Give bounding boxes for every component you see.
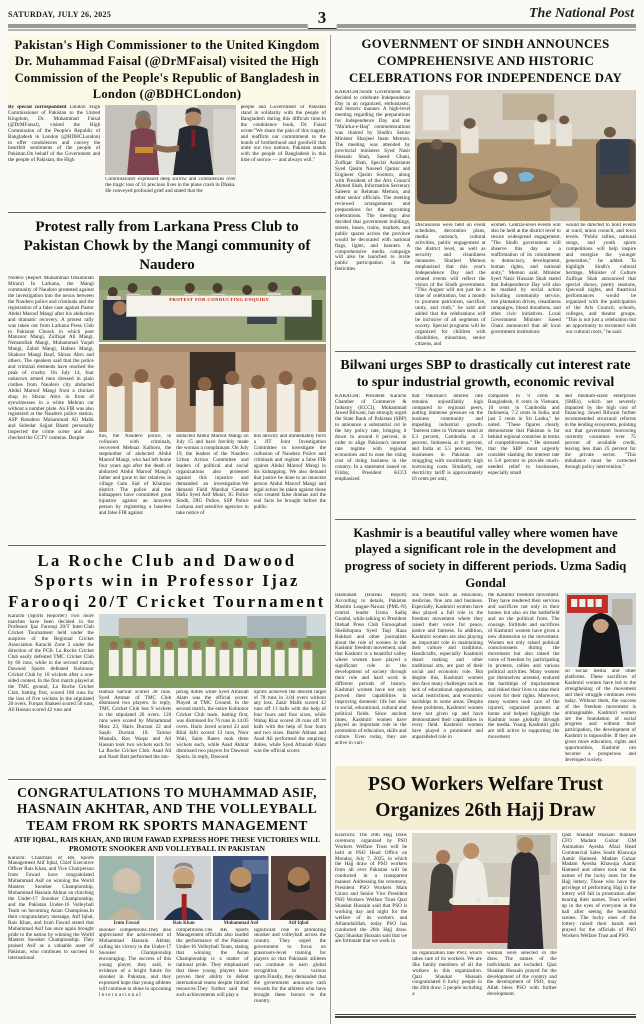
- protest-crowd-photo: [99, 344, 326, 432]
- congrats-col4: significant role in promoting snooker and volleyball across the country. They urged the government to focus on grassroots-level training for players so that Pakistani athletes can continue to earn global recognition in various sports.Finally, they demanded that the government announce cash rewards for the athletes who have brought these honors to the country.: [253, 927, 326, 1004]
- uk-visit-col3: people and Government of Pakistan stand in solidarity with the people of Bangladesh during this difficult time.In the condolence book, Dr. Faisal wrote:"We share the pain of this tragedy and reaffirm our commitment to the bonds of brotherhood and goodwill that unite our two nations. Pakistan stands with the people of Bangladesh in this time of sorrow — and always will.": [240, 105, 326, 164]
- uk-visit-middle: [105, 105, 235, 209]
- article-protest: [8, 216, 326, 542]
- article-congrats: [8, 783, 326, 1024]
- protest-middle: [99, 276, 326, 542]
- right-column-group: [335, 35, 636, 1024]
- kashmir-col4-wrap: [565, 593, 637, 763]
- congrats-headline: CONGRATULATIONS TO MUHAMMAD ASIF, HASNAIN AKHTAR, AND THE VOLLEYBALL TEAM FROM RK SPORTS MANAGEMENT: [16, 784, 318, 833]
- congrats-portraits: [99, 856, 326, 926]
- cricket-col3: piring duties while Syed Afrasiab Alam was the official scorer. Played at TMC Ground. In the second match, the entire Kohinoor Cricket Club team, batting first, was dismissed for 76 runs in 14.05 overs. Haris Javed scored 23 and Bilal Jafri scored 13 runs, Noor Wali, Saim Raees took three wickets each, while Asad Akhtar dismissed two players for Dawood Sports. In reply, Dawood: [176, 689, 249, 760]
- protest-rally-photo: [99, 276, 326, 342]
- cricket-headline: La Roche Club and Dawood Sports win in Professor Ijaz Farooqi 20/T Cricket Tournament: [8, 551, 326, 611]
- sindh-col3: women. Central-level events will also be held at the district level to ensure widespread engagement. "The Sindh government will observe this day as a reaffirmation of its commitment to democracy, development, human rights, and national unity," Memon said. Minister Syed Nasir Hussain Shah stated that Independence Day will also be marked by social action including community service, tree plantation drives, cleanliness campaigns, blood donations, and other civic initiatives. Local Government Minister Saeed Ghani announced that all local government institutions: [490, 223, 561, 335]
- bilwani-col3: compared to 9 cents in Bangladesh, 8 cents in Vietnam, 10 cents in Cambodia and Indonesia, 7.2 cents in India, and just 5 cents in Sri Lanka," he noted. "These figures clearly demonstrate that Pakistan is far behind regional countries in terms of competitiveness." He stressed that the SBP must urgently consider slashing the interest rate to 5-6 percent to provide much-needed relief to businesses, especially small: [488, 393, 560, 476]
- hajj-col1: Krachchi: The 26th Hajj Draw ceremony organized by PSO Workers Welfare Trust will be held at PSO Head Office on Monday, July 7, 2025, in which the Hajj draw of PSO workers from all over Pakistan will be conducted in a transparent manner. Addressing the ceremony, President PSO Workers Main Union and Senior Vice President PSO Workers Welfare Trust Qazi Shaukat Hussain said that PSO is working day and night for the welfare of its workers and Alhamdulillah, today PSO has conducted the 26th Hajj draw. Qazi Shaukat Hussain said that we are fortunate that we work in: [335, 832, 408, 945]
- hajj-ceremony-photo: [412, 833, 556, 949]
- issue-date: SATURDAY, JULY 26, 2025: [8, 10, 112, 19]
- congrats-col1: Karachi: Chairman of RK Sports Management Atif Iqbal, Chief Executive Officer Rais Khan, and Vice Chairperson Irum Fawad have congratulated Muhammad Asif on winning the World Masters Snooker Championship, Muhammad Hasnain Akhtar on clinching the Under-17 Snooker Championship, and the Pakistan Under-16 Volleyball Team on becoming Asian Champions.In their congratulatory message, Atif Iqbal, Rais Khan, and Irum Fawad stated that Muhammad Asif has once again brought pride to the nation by winning the World Masters Snooker Championship. They praised Asif as a valuable asset of Pakistan, who continues to succeed in international: [8, 855, 94, 962]
- article-uk-visit: [8, 35, 326, 209]
- bilwani-headline: Bilwani urges SBP to drastically cut interest rate to spur industrial growth, economic revival: [340, 357, 631, 391]
- article-sindh: [335, 35, 636, 348]
- kashmir-col2: ous fields such as education, medicine, fine arts and business. Especially, Kashmiri women have also played a full role in the freedom movement where they raised their voice for peace, justice and fairness. In addition, Kashmiri women are also playing an important role in maintaining their culture and traditions. Handicrafts, especially Kashmiri shawl making and other traditional arts, are part of their social and economic role. But despite this, Kashmiri women also face many challenges such as lack of educational opportunities, social restrictions, and economic hardships in some areas. Despite these problems, Kashmiri women have not given up and have demonstrated their capabilities in every field. Kashmiri women have played a prominent and unparalleled role in: [411, 593, 483, 741]
- cricket-col1: Karachi (Sports Reporter) Two more matches have been decided in the Professor Ijaz Farooqi 20/T Inter-Club Cricket Tournament held under the auspices of the Regional Cricket Association Karachi Zone 2 under the direction of the PCB. La Roche Cricket Club easily defeated TMC Cricket Club by 60 runs, while in the second match, Dawood Sports defeated Kohinoor Cricket Club by 10 wickets after a one-sided contest. In the first match played at the TMC ground, La Roche Cricket Club, batting first, scored 180 runs for the loss of five wickets in the stipulated 20 overs. Furqan Shakeel scored 50 runs, Ali Hassan scored 42 runs and: [8, 613, 94, 714]
- bilwani-col4: and medium-sized enterprises (SMEs), which are severely impacted by the high cost of financing. Jawed Bilwani further recommended structural reforms in the lending ecosystem, pointing out that government borrowing currently consumes over 75 percent of available credit, leaving less than 25 percent for the private sector. "This imbalance must be corrected through policy intervention.": [564, 393, 636, 470]
- portrait-atif-iqbal: [271, 856, 326, 926]
- page-number: 3: [308, 8, 337, 29]
- bilwani-col2: that Pakistan's interest rate remains unjustifiably high compared to regional peers, putting immense pressure on the business community and impeding industrial growth. "Interest rates in Vietnam stand at 6.3 percent, Cambodia at 3 percent, Indonesia at 6 percent, and India at 5.5 percent. Yet, businesses in Pakistan are struggling with exorbitantly high borrowing costs. Similarly, our electricity tariff is approximately 16 cents per unit,: [411, 393, 483, 482]
- meeting-photo: [415, 90, 636, 222]
- uk-visit-col1: [8, 105, 100, 209]
- congrats-col2: snooker competitions.They also appreciated the achievement of Muhammad Hasnain Akhtar, calling his victory in the Under-17 Snooker Championship encouraging. The success of this young player, they said, is evidence of a bright future for snooker in Pakistan, and they expressed hope that young athletes will continue to shine in upcoming i n t e r n a t i o n a l: [98, 927, 172, 998]
- kashmir-col3: the Kashmir freedom movement. They have rendered their services and sacrifices not only in their homes but also on the battlefield and on the political front. The courage, fortitude and sacrifices of Kashmiri women have given a new dimension to the movement. Women not only raised political consciousness during the movement but also raised the voice of freedom by participating in protests, rallies and various political activities. Many women got themselves arrested, endured the hardships of imprisonment and risked their lives to raise their voices for their rights. Moreover, many women took care of the injured, organized protests at home and helped highlight the Kashmir issue globally through the media. Young Kashmiri girls are still active in supporting the movement: [488, 593, 560, 741]
- hajj-col3: woman were selected in the draw. The names of the individuals are included. Qazi Shaukat Hussain prayed for the development of the country and the development of PSO, may Allah bless PSO with further development.: [486, 950, 557, 998]
- article-kashmir: [335, 523, 636, 764]
- uk-visit-col2: Commissioner expressed deep sorrow and condolences over the tragic loss of 31 precious lives in the plane crash in Dhaka. He conveyed profound grief and stated that the: [105, 177, 236, 194]
- divider-rule: [335, 351, 636, 352]
- cricket-team-photo: [99, 614, 326, 688]
- uk-visit-headline: Pakistan's High Commissioner to the United Kingdom Dr. Muhammad Faisal (@DrMFaisal) visited the High Commission of the People's Republic of Bangladesh in London (@BDHCLondon): [8, 35, 326, 105]
- handshake-photo: [105, 105, 235, 175]
- kashmir-col4: on social media and other platforms. These sacrifices of Kashmiri women have led to the strengthening of the movement and their struggle continues even today. Without them, the success of the freedom movement is unimaginable. Kashmiri women are the foundation of social progress and without their participation, the development of Kashmir is impossible. If they are given more education, rights and opportunities, Kashmir can become a prosperous and developed society.: [564, 669, 636, 763]
- sindh-col4: would be directed to hold events at ward, union council, and town levels. "Public rallies, national songs, and youth sports competitions will help inspire and energize the younger generation," he added. To highlight Sindh's cultural heritage, Minister of Culture Zulfiqar Shah announced that special shows, poetry sessions, Qawwali nights, and theatrical performances would be organized with the participation of the Arts Council, schools, colleges, and theater groups. "This is not just a celebration but an opportunity to reconnect with our cultural roots," he said.: [565, 223, 636, 335]
- cricket-middle: [99, 614, 326, 776]
- hajj-col4: Qazi Shaukat Hussain thanked CFO Madam Gulzar GM Animation Ayesha Afzal Head Commercial Sales South Khawaja Aamir Hameed. Madam Gulzar Madam Ayesha Khawaja Aamir Hameed and others took out the names of the lucky ones for the Hajj lottery. Those who have the privilege of performing Hajj in the lottery will fall in prostration after hearing their names. Tears welled up in the eyes of everyone in the hall after seeing the beautiful scenes. The lucky ones of the lottery raised their hands and prayed for the officials of PSO Workers Welfare Trust and PSO.: [561, 832, 636, 939]
- protest-banner: [126, 295, 312, 317]
- bilwani-col1: KARACHI: President Karachi Chamber of Commerce & Industry (KCCI), Muhammad Jawed Bilwani, has strongly urged the State Bank of Pakistan (SBP) to announce a substantial cut in the key policy rate, bringing it down to around 6 percent, in order to align Pakistan's interest rate regime with regional economies and to ease the rising cost of doing business in the country. In a statement issued on Friday, President KCCI emphasized: [335, 393, 407, 482]
- sindh-col1: KARACHI:Sindh Government has decided to celebrate Independence Day in an organized, enthusiastic, and historic manner. A high-level meeting regarding the preparations for Independence Day and the "Ma'arka-e-Haq" commemorations was chaired by Sindh's Senior Minister Sharjeel Inam Memon. The meeting was attended by provincial ministers Syed Nasir Hussain Shah, Saeed Ghani, Zulfiqar Shah, Special Assistants Syed Qasim Naveed Qamar and Engineer Qasim Soomro, along with President of the Arts Council Ahmed Shah, Information Secretary Saleem ur Rehman Memon, and other senior officials. The meeting reviewed arrangements and preparations for the upcoming celebrations. The meeting also decided that government buildings, streets, buses, trains, markets, and public spaces across the province would be decorated with national flags, lights, and banners. A comprehensive media campaign will also be launched to invite public participation in the festivities.: [335, 89, 411, 273]
- hajj-headline: PSO Workers Welfare Trust Organizes 26th Hajj Draw: [368, 774, 603, 821]
- protest-headline: Protest rally from Larkana Press Club to Pakistan Chowk by the Mangi community of Naudero: [23, 219, 311, 273]
- protest-col1: Nodero (Report Muhammad Obaidullah Mirani) In Larkana, the Mangi community of Naudero protested against the investigation into the nexus between the Naudero police and criminals and the registration of a false case against Pastor Abdul Maroof Mangi after his abduction and dramatic recovery. A protest rally was taken out from Larkana Press Club to Pakistan Chowk in which poet Manzoor Mangi, Zulfiqar Ali Mangi, Nematullah Mangi, Muhammad Yaqub Mangi, Zahid Mangi, Hafeez Mangi, Shakoor Mangi Rauf, Shiraz Abro and others. The speakers said that the police and criminal elements have reached the peak of cruelty. On July 14, four unknown armed men dressed in plain clothes from Naudero city abducted Abdul Maroof Mangi from a chicken shop in Shiraz Abro in front of eyewitnesses in a white Mehran car without a number plate. An FIR was also registered at the Naudero police station. ASP Ratodero Muhammad Ali Malik and Subedar Sajjad Bhatti personally inspected the crime scene and also checked the CCTV cameras. Despite: [8, 276, 94, 442]
- cricket-col2: Hamza Sarwar scored 38 runs. Syed Ammar of TMC Club dismissed two players. In reply, TMC Cricket Club lost 9 wickets in the stipulated 20 overs. 120 runs were scored by Muhammad Moiz 23, Haris Durrani 22 and Saqib Durrani 18. Taimur Mustafa, Rao Waqar and Ali Hassan took two wickets each for La Roche Cricket Club. Asad Ali and Nasir Butt performed the um-: [98, 689, 172, 760]
- article-hajj: [335, 766, 636, 1018]
- cricket-col4: Sports achieved the desired target of 78 runs in 3.04 overs without any loss. Zakir Malik scored 42 runs off 13 balls with the help of four fours and four sixes, while Wahaj Riaz scored 28 runs off 10 balls with the help of four fours and two sixes. Bashir Abbasi and Asad Ali performed the umpiring duties, while Syed Afrasiab Alam was the official scorer.: [253, 689, 326, 754]
- masthead: The National Post: [528, 6, 634, 21]
- sindh-col2: Discussions were held on event schedules, decoration plans, media outreach, cultural activities, public engagement at the district level, as well as security and cleanliness measures. Sharjeel Memon emphasized that this year's Independence Day and the related events will reflect the vision of the Sindh government. "This August will not just be a time of celebration, but a month to promote patriotism, sacrifice, unity, and truth," he said and added that the celebrations will be inclusive of all segments of society. Special programs will be organized for children with disabilities, minorities, senior citizens, and: [415, 223, 486, 347]
- congrats-subhead: ATIF IQBAL, RAIS KHAN, AND IRUM FAWAD EXPRESS HOPE THESE VICTORIES WILL PROMOTE SNOOKER AND VOLLEYBALL IN PAKISTAN: [13, 835, 321, 854]
- portrait-irum-fawad: [99, 856, 154, 926]
- congrats-middle: [99, 856, 326, 1024]
- kashmir-col1: Islamabad (Bureau Report) According to details, Pakistan Muslim League-Nawaz (PML-N) central leader Uzma Sadiq Gondal, while talking to President Ittehad Press Club Farooqabad Sheikhupura Syed Taqi Raza Bukhari and other journalists about the role of women in the Kashmir freedom movement, said that Kashmir is a beautiful valley where women have played a significant role in the development of society through their role and hard work in different periods of history. Kashmiri women have not only proved their capabilities in improving domestic life but also in social, educational, cultural and political fields. Since ancient times, Kashmiri women have played an important role in the promotion of education, skills and culture. Even today, they are active in vari-: [335, 593, 407, 747]
- caption-muhammad-asif: Muhammad Asif: [223, 920, 259, 926]
- left-column-group: [8, 35, 326, 1024]
- protest-banner-text: PROTEST FOR CONDUCTING ENQUIRY: [169, 296, 270, 302]
- divider-rule: [8, 212, 326, 213]
- sindh-headline: GOVERNMENT OF SINDH ANNOUNCES COMPREHENSIVE AND HISTORIC CELEBRATIONS FOR INDEPENDENCE DAY: [349, 37, 622, 85]
- hajj-middle: [412, 833, 556, 1011]
- uzma-gondal-photo: [565, 593, 637, 667]
- portrait-muhammad-asif: [213, 856, 268, 926]
- hajj-headline-block: [335, 766, 636, 830]
- caption-rais-khan: Rais Khan: [172, 920, 195, 926]
- divider-rule: [335, 519, 636, 520]
- protest-col2: this, the Naudero police, in collusion with criminals, recovered Mehnaz Kalhoro, the stepmother of abducted Abdul Maroof Mangi, who had left home four years ago after the death of abducted Abdul Maroof Mangi's father and gone to her relatives in village Galo Sial of Khairpur district. The police and the kidnappers have committed great injustice against an innocent person by registering a baseless and false FIR against: [98, 434, 172, 517]
- caption-atif-iqbal: Atif Iqbal: [288, 920, 309, 926]
- article-bilwani: [335, 355, 636, 516]
- protest-col4: this atrocity and immediately form a JIT Joint Investigation Committee to investigate the collusion of Naudero Police and criminals and register a false FIR against Abdul Maroof Mangi in his kidnapping. We also demand that justice be done to an innocent person Abdul Maroof Mangi and legal action be taken against those who created false dramas and the real facts be brought before the public.: [253, 434, 326, 511]
- hajj-col2: an organization like PSO, which takes care of its workers. We are like family members of all the workers in this organization. Qazi Shaukat Hussain congratulated 6 lucky people in the 26th draw. 5 people including a: [412, 950, 482, 998]
- sindh-middle: [415, 90, 636, 348]
- uk-visit-col1-text: London :High Commissioner of Pakistan to the United Kingdom, Dr. Muhammad Faisal (@DrMFaisal), visited the High Commission of the People's Republic of Bangladesh in London (@BDHCLondon) to offer condolences and convey the heartfelt sentiments of the people of Pakistan.On behalf of the Government and the people of Pakistan, the High: [8, 105, 101, 164]
- kashmir-headline: Kashmir is a beautiful valley where women have played a significant role in the development and progress of society in different periods. Uzma Sadiq Gondal: [344, 525, 627, 590]
- bottom-rule-right: [335, 1014, 636, 1018]
- protest-col3: abducted Abdul Maroof Mangi on July 15 and have forcibly made the woman a complainant. On July 19, the leaders of the Naudero Urban Action Committee and leaders of political and social organizations also protested against this injustice and demanded an investigation.We demand Field Marshal General Hafiz Syed Asif Munir, IG Police Sindh, DIG Police, SSP Police Larkana and sensitive agencies to take notice of: [176, 434, 249, 517]
- caption-irum-fawad: Irum Fawad: [113, 920, 140, 926]
- divider-rule: [8, 779, 326, 780]
- congrats-col3: competitions.The RK Sports Management officials also lauded the performance of the Pakistan Under-16 Volleyball Team, stating that winning the Asian Championship is a matter of national pride. They emphasized that these young players have proven their ability to defeat international teams despite limited resources.They further said that such achievements will play a: [176, 927, 249, 998]
- article-cricket: [8, 549, 326, 775]
- divider-rule: [8, 545, 326, 546]
- portrait-rais-khan: [156, 856, 211, 926]
- center-divider: [330, 35, 331, 1024]
- uk-visit-byline: By special correspondent: [8, 105, 70, 110]
